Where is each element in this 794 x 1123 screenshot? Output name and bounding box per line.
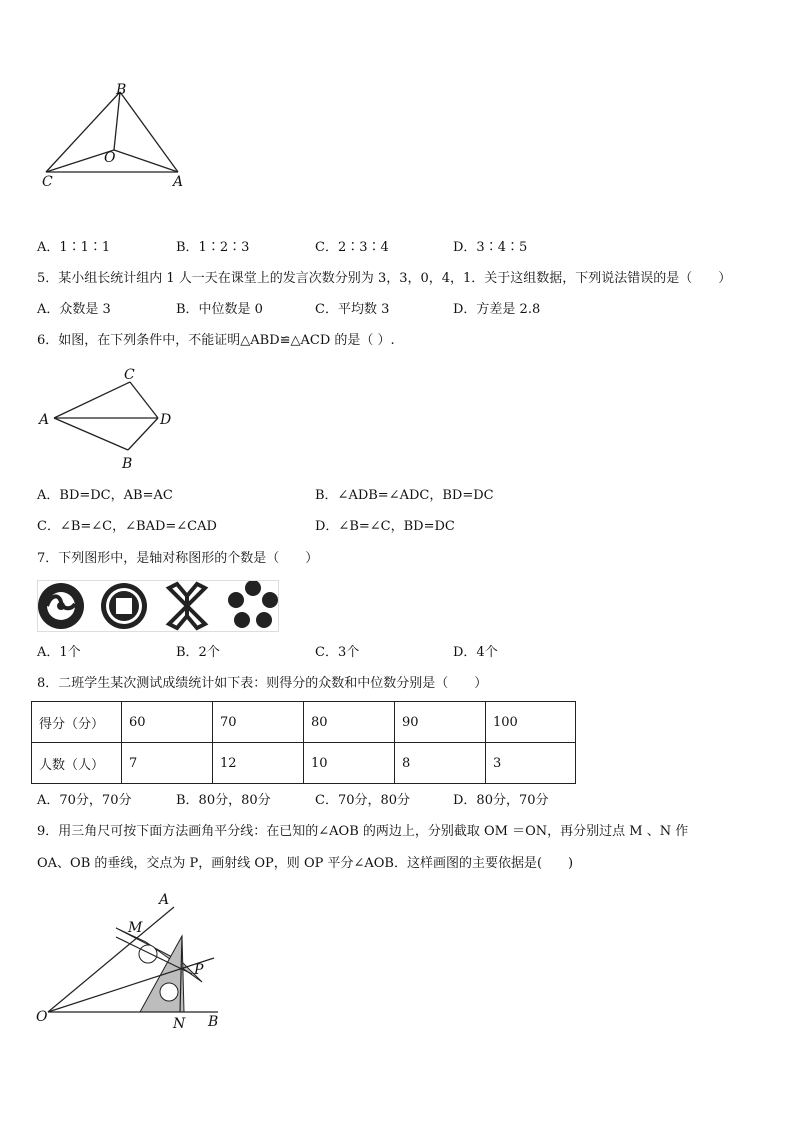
q7-text: 7．下列图形中，是轴对称图形的个数是（ ）	[37, 551, 319, 566]
table-cell: 80	[304, 702, 395, 743]
label-a: A	[173, 174, 184, 190]
q7-option-b[interactable]: B．2个	[176, 645, 220, 660]
q8-option-a[interactable]: A．70分，70分	[37, 793, 132, 808]
label-o: O	[36, 1009, 48, 1025]
symbol-4-icon	[228, 580, 278, 628]
symbol-figures	[37, 580, 279, 632]
score-table	[31, 701, 576, 784]
label-b: B	[122, 456, 133, 472]
q7-option-c[interactable]: C．3个	[315, 645, 360, 660]
q9-text-line2: OA、OB 的垂线，交点为 P，画射线 OP，则 OP 平分∠AOB．这样画图的主要依据是( )	[37, 856, 574, 871]
label-n: N	[173, 1016, 186, 1032]
q6-option-a[interactable]: A．BD=DC，AB=AC	[37, 488, 173, 503]
triangle-abc-figure	[38, 80, 198, 192]
quadrilateral-abdc-figure	[36, 360, 186, 475]
table-cell: 7	[122, 743, 213, 784]
symbol-2-icon	[101, 583, 147, 629]
label-c: C	[42, 174, 53, 190]
table-cell: 10	[304, 743, 395, 784]
q6-text: 6．如图，在下列条件中，不能证明△ABD≌△ACD 的是（ ）.	[37, 333, 395, 348]
table-row	[32, 702, 576, 743]
label-a: A	[159, 892, 170, 908]
table-cell: 12	[213, 743, 304, 784]
symbol-3-icon	[169, 584, 205, 628]
q7-option-d[interactable]: D．4个	[453, 645, 498, 660]
table-cell: 90	[395, 702, 486, 743]
q5-option-b[interactable]: B．中位数是 0	[176, 302, 263, 317]
q8-text: 8．二班学生某次测试成绩统计如下表：则得分的众数和中位数分别是（ ）	[37, 676, 488, 691]
label-d: D	[160, 412, 172, 428]
angle-bisector-figure	[32, 890, 232, 1035]
table-cell: 人数（人）	[32, 743, 122, 784]
q4-option-d[interactable]: D．3∶4∶5	[453, 240, 528, 255]
table-cell: 60	[122, 702, 213, 743]
symbol-1-icon	[38, 583, 84, 629]
q4-option-b[interactable]: B．1∶2∶3	[176, 240, 250, 255]
label-m: M	[128, 920, 143, 936]
q9-text-line1: 9．用三角尺可按下面方法画角平分线：在已知的∠AOB 的两边上，分别截取 OM ＝ON，再分别过点 M 、N 作	[37, 824, 689, 839]
table-cell: 8	[395, 743, 486, 784]
table-cell: 3	[486, 743, 576, 784]
q5-option-a[interactable]: A．众数是 3	[37, 302, 111, 317]
table-row	[32, 743, 576, 784]
q8-option-c[interactable]: C．70分，80分	[315, 793, 411, 808]
q8-option-d[interactable]: D．80分，70分	[453, 793, 549, 808]
q5-option-c[interactable]: C．平均数 3	[315, 302, 390, 317]
label-a: A	[39, 412, 50, 428]
q4-option-a[interactable]: A．1∶1∶1	[37, 240, 111, 255]
table-cell: 100	[486, 702, 576, 743]
q5-option-d[interactable]: D．方差是 2.8	[453, 302, 541, 317]
q4-option-c[interactable]: C．2∶3∶4	[315, 240, 389, 255]
q7-option-a[interactable]: A．1个	[37, 645, 81, 660]
table-cell: 70	[213, 702, 304, 743]
label-c: C	[124, 367, 135, 383]
label-p: P	[194, 962, 204, 978]
q8-option-b[interactable]: B．80分，80分	[176, 793, 271, 808]
q5-text: 5．某小组长统计组内 1 人一天在课堂上的发言次数分别为 3，3，0，4，1．关于这组数据，下列说法错误的是（ ）	[37, 271, 732, 286]
q6-option-c[interactable]: C．∠B=∠C，∠BAD=∠CAD	[37, 519, 217, 534]
label-b: B	[116, 82, 127, 98]
q6-option-d[interactable]: D．∠B=∠C，BD=DC	[315, 519, 455, 534]
label-o: O	[104, 150, 116, 166]
table-cell: 得分（分）	[32, 702, 122, 743]
label-b: B	[208, 1014, 219, 1030]
q6-option-b[interactable]: B．∠ADB=∠ADC，BD=DC	[315, 488, 494, 503]
